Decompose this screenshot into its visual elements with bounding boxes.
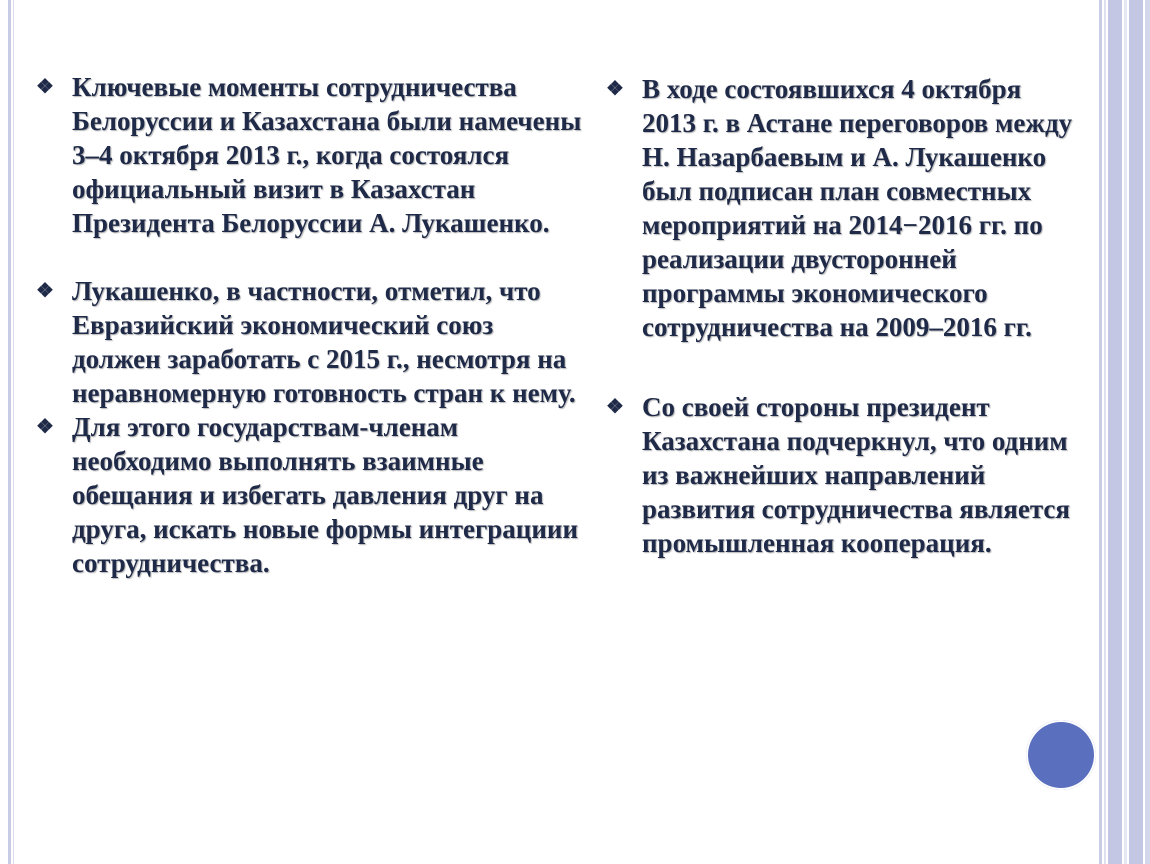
bullet-text: В ходе состоявшихся 4 октября 2013 г. в Астане переговоров между Н. Назарбаевым и А. Лукашенко был подписан план совместных мероприятий на 2014−2016 гг. по реализации двусторонней программы экономического сотрудничества на 2009–2016 гг. — [642, 74, 1073, 342]
bullet-item — [606, 390, 1076, 560]
left-border-line — [8, 0, 11, 864]
bullet-text: Со своей стороны президент Казахстана подчеркнул, что одним из важнейших направлений развития сотрудничества является промышленная кооперация. — [642, 392, 1071, 558]
decorative-circle — [1026, 720, 1096, 790]
bullet-text: Ключевые моменты сотрудничества Белоруссии и Казахстана были намечены 3–4 октября 2013 г., когда состоялся официальный визит в Казахстан Президента Белоруссии А. Лукашенко. — [72, 72, 582, 238]
diamond-bullet-icon: ❖ — [36, 280, 54, 302]
diamond-bullet-icon: ❖ — [36, 76, 54, 98]
bullet-item — [606, 72, 1076, 344]
right-stripe — [1099, 0, 1102, 864]
bullet-text: Лукашенко, в частности, отметил, что Евразийский экономический союз должен заработать с 2015 г., несмотря на неравномерную готовность стран к нему. — [72, 276, 576, 408]
bullet-text: Для этого государствам-членам необходимо выполнять взаимные обещания и избегать давления друг на друга, искать новые формы интеграциии сотрудничества. — [72, 412, 579, 578]
right-stripe — [1145, 0, 1150, 864]
diamond-bullet-icon: ❖ — [36, 416, 54, 438]
right-column — [606, 72, 1076, 560]
left-border-line-thin — [13, 0, 14, 864]
diamond-bullet-icon: ❖ — [606, 396, 624, 418]
left-column — [36, 70, 584, 580]
right-stripe — [1129, 0, 1143, 864]
diamond-bullet-icon: ❖ — [606, 78, 624, 100]
right-stripe — [1104, 0, 1106, 864]
bullet-item — [36, 70, 584, 240]
bullet-item — [36, 410, 584, 580]
bullet-item — [36, 274, 584, 410]
right-stripe — [1108, 0, 1122, 864]
right-stripe — [1124, 0, 1127, 864]
